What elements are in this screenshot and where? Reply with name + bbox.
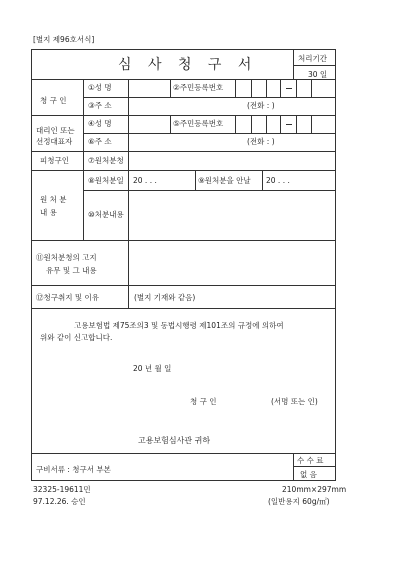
processing-period-value: 30 일 bbox=[308, 70, 328, 79]
grid-line bbox=[251, 115, 252, 133]
grid-line bbox=[31, 151, 336, 152]
declaration-claimant-label: 청 구 인 bbox=[190, 397, 217, 406]
grid-line bbox=[170, 79, 171, 97]
outer-border-top bbox=[31, 49, 336, 50]
attachments: 구비서류 : 청구서 부본 bbox=[36, 465, 111, 474]
claimant-phone: (전화 : ) bbox=[247, 101, 275, 110]
grid-line bbox=[31, 79, 336, 80]
grid-line bbox=[31, 115, 336, 116]
grid-line bbox=[286, 124, 292, 125]
grid-line bbox=[170, 115, 171, 133]
processing-period-label: 처리기간 bbox=[298, 54, 327, 63]
grid-line bbox=[251, 79, 252, 97]
outer-border-bottom bbox=[31, 480, 336, 481]
representative-rrn-label: ⑤주민등록번호 bbox=[173, 119, 224, 128]
grid-line bbox=[195, 170, 196, 190]
purpose-label: ⑫청구취지 및 이유 bbox=[36, 293, 99, 302]
grid-line bbox=[83, 79, 84, 240]
claimant-address-label: ③주 소 bbox=[88, 101, 112, 110]
paper-size: 210mm×297mm bbox=[282, 485, 347, 494]
grid-line bbox=[296, 79, 297, 97]
declaration-text-1: 고용보험법 제75조의3 및 동법시행령 제101조의 규정에 의하여 bbox=[74, 321, 284, 330]
representative-name-label: ④성 명 bbox=[88, 119, 112, 128]
form-number: [별지 제96호서식] bbox=[33, 35, 95, 44]
purpose-value: (별지 기재와 같음) bbox=[134, 293, 196, 302]
claimant-rrn-label: ②주민등록번호 bbox=[173, 83, 224, 92]
grid-line bbox=[293, 466, 335, 467]
disposition-content-label: ⑩처분내용 bbox=[88, 210, 124, 219]
grid-line bbox=[266, 79, 267, 97]
representative-section-label-1: 대리인 또는 bbox=[36, 126, 75, 135]
outer-border-left bbox=[31, 49, 32, 480]
grid-line bbox=[31, 170, 336, 171]
representative-section-label-2: 선정대표자 bbox=[36, 137, 73, 146]
signature-placeholder: (서명 또는 인) bbox=[271, 397, 318, 406]
grid-line bbox=[235, 79, 236, 97]
grid-line bbox=[83, 133, 336, 134]
grid-line bbox=[311, 79, 312, 97]
grid-line bbox=[280, 79, 281, 97]
fee-label: 수 수 료 bbox=[297, 456, 324, 465]
disposition-section-label-2: 내 용 bbox=[40, 208, 57, 217]
grid-line bbox=[83, 97, 336, 98]
declaration-date: 20 년 월 일 bbox=[133, 364, 172, 373]
addressee: 고용보험심사관 귀하 bbox=[138, 436, 211, 445]
document-title: 심 사 청 구 서 bbox=[118, 57, 258, 73]
grid-line bbox=[280, 115, 281, 133]
notice-date-value: 20 . . . bbox=[266, 176, 290, 185]
grid-line bbox=[311, 115, 312, 133]
grid-line bbox=[31, 308, 336, 309]
disposition-section-label-1: 원 처 분 bbox=[40, 195, 67, 204]
grid-line bbox=[31, 453, 336, 454]
grid-line bbox=[286, 88, 292, 89]
disposition-date-label: ⑧원처분일 bbox=[88, 176, 124, 185]
grid-line bbox=[293, 65, 335, 66]
respondent-section-label: 피청구인 bbox=[40, 156, 69, 165]
grid-line bbox=[262, 170, 263, 190]
grid-line bbox=[266, 115, 267, 133]
approval-date: 97.12.26. 승인 bbox=[33, 497, 86, 506]
grid-line bbox=[293, 49, 294, 79]
declaration-text-2: 위와 같이 신고합니다. bbox=[40, 333, 113, 342]
disposition-date-value: 20 . . . bbox=[133, 176, 157, 185]
grid-line bbox=[296, 115, 297, 133]
paper-type: (일반용지 60g/㎡) bbox=[268, 497, 330, 506]
fee-value: 없 음 bbox=[300, 470, 317, 479]
grid-line bbox=[83, 190, 336, 191]
claimant-name-label: ①성 명 bbox=[88, 83, 112, 92]
original-agency-label: ⑦원처분청 bbox=[88, 156, 124, 165]
representative-address-label: ⑥주 소 bbox=[88, 137, 112, 146]
representative-phone: (전화 : ) bbox=[247, 137, 275, 146]
outer-border-right bbox=[335, 49, 336, 480]
notification-label-2: 유무 및 그 내용 bbox=[46, 266, 97, 275]
grid-line bbox=[128, 79, 129, 308]
notification-label-1: ⑪원처분청의 고지 bbox=[36, 253, 97, 262]
grid-line bbox=[31, 285, 336, 286]
notice-date-label: ⑨원처분을 안날 bbox=[198, 176, 251, 185]
claimant-section-label: 청 구 인 bbox=[40, 96, 67, 105]
document-code: 32325-19611민 bbox=[33, 485, 91, 494]
grid-line bbox=[31, 240, 336, 241]
grid-line bbox=[235, 115, 236, 133]
